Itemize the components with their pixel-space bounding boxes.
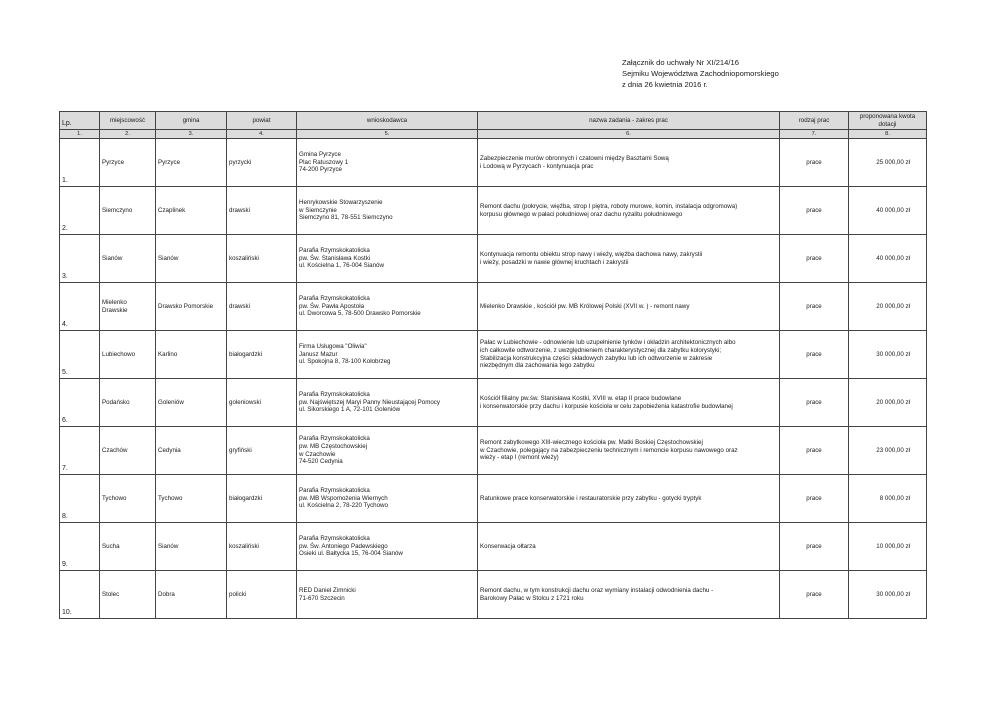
cell-wnioskodawca (297, 331, 478, 379)
cell-powiat: gryfiński (227, 427, 297, 475)
document-header (622, 57, 779, 90)
cell-zadanie-line: i wieży, posadzki w nawie głównej kruchtach i zakrystii (480, 258, 629, 266)
cell-rodzaj: prace (780, 283, 849, 331)
cell-wnioskodawca-line: 74-520 Cedynia (299, 458, 343, 466)
cell-gmina: Sianów (156, 523, 227, 571)
cell-wnioskodawca-line: ul. Sikorskiego 1 A, 72-101 Goleniów (299, 406, 401, 414)
cell-rodzaj: prace (780, 379, 849, 427)
cell-kwota: 40 000,00 zł (849, 187, 927, 235)
cell-gmina: Sianów (156, 235, 227, 283)
cell-wnioskodawca-line: Plac Ratuszowy 1 (299, 158, 349, 166)
table-row (60, 235, 927, 283)
col-header-zadanie: nazwa zadania - zakres prac (478, 112, 780, 130)
cell-wnioskodawca-line: pw. Św. Pawła Apostoła (299, 302, 365, 310)
cell-zadanie-line: Remont zabytkowego XIII-wiecznego kościoła pw. Matki Boskiej Częstochowskiej (480, 439, 703, 447)
cell-kwota: 25 000,00 zł (849, 139, 927, 187)
cell-zadanie (478, 379, 780, 427)
column-number: 5. (297, 130, 478, 139)
cell-wnioskodawca-line: ul. Spokojna 8, 78-100 Kołobrzeg (299, 358, 391, 366)
cell-wnioskodawca (297, 139, 478, 187)
cell-zadanie-line: w Czachowie, polegający na zabezpieczeniu technicznym i remoncie korpusu nawowego oraz (480, 446, 738, 454)
header-line-1: Załącznik do uchwały Nr XI/214/16 (622, 58, 739, 67)
col-header-kwota-line1: proponowana kwota (859, 112, 916, 120)
table-row (60, 187, 927, 235)
cell-wnioskodawca-line: 71-670 Szczecin (299, 594, 345, 602)
cell-wnioskodawca-line: Parafia Rzymskokatolicka (299, 391, 370, 399)
cell-kwota: 40 000,00 zł (849, 235, 927, 283)
header-line-2: Sejmiku Województwa Zachodniopomorskiego (622, 69, 779, 78)
cell-lp: 2. (60, 187, 100, 235)
cell-wnioskodawca-line: ul. Kościelna 1, 76-004 Sianów (299, 262, 384, 270)
cell-zadanie (478, 475, 780, 523)
cell-zadanie (478, 331, 780, 379)
cell-gmina: Tychowo (156, 475, 227, 523)
cell-kwota: 20 000,00 zł (849, 283, 927, 331)
cell-wnioskodawca-line: Parafia Rzymskokatolicka (299, 295, 370, 303)
cell-lp: 1. (60, 139, 100, 187)
cell-wnioskodawca (297, 379, 478, 427)
cell-wnioskodawca-line: Parafia Rzymskokatolicka (299, 487, 370, 495)
cell-lp: 8. (60, 475, 100, 523)
cell-rodzaj: prace (780, 475, 849, 523)
table-row (60, 331, 927, 379)
cell-zadanie-line: ich całkowite odtworzenie, z uwzględnieniem charakterystycznej dla zabytku kolorystyki; (480, 346, 722, 354)
cell-lp: 5. (60, 331, 100, 379)
cell-rodzaj: prace (780, 523, 849, 571)
cell-powiat: drawski (227, 187, 297, 235)
cell-wnioskodawca-line: pw. Św. Antoniego Padewskiego (299, 542, 388, 550)
cell-gmina: Czaplinek (156, 187, 227, 235)
cell-miejscowosc (100, 139, 156, 187)
cell-zadanie-line: Ratunkowe prace konserwatorskie i restauratorskie przy zabytku - gotycki tryptyk (480, 494, 702, 502)
cell-wnioskodawca-line: w Siemczynie (299, 206, 337, 214)
col-header-lp: Lp. (60, 112, 100, 130)
table-row (60, 523, 927, 571)
cell-wnioskodawca-line: Parafia Rzymskokatolicka (299, 435, 370, 443)
table-row (60, 379, 927, 427)
cell-miejscowosc (100, 475, 156, 523)
cell-wnioskodawca-line: Parafia Rzymskokatolicka (299, 247, 370, 255)
cell-zadanie-line: korpusu głównego w pałaci południowej oraz dachu ryzalitu południowego (480, 210, 683, 218)
cell-rodzaj: prace (780, 139, 849, 187)
cell-zadanie-line: Pałac w Lubiechowie - odnowienie lub uzupełnienie tynków i okładzin architektonicznych albo (480, 339, 736, 347)
cell-wnioskodawca-line: pw. MB Wspomożenia Wiernych (299, 494, 388, 502)
column-number: 3. (156, 130, 227, 139)
cell-miejscowosc (100, 571, 156, 619)
cell-miejscowosc (100, 235, 156, 283)
cell-zadanie-line: wieży - etap I (remont wieży) (480, 454, 559, 462)
cell-kwota: 20 000,00 zł (849, 379, 927, 427)
cell-zadanie (478, 235, 780, 283)
cell-zadanie-line: Konserwacja ołtarza (480, 542, 536, 550)
table-row (60, 139, 927, 187)
cell-zadanie-line: Stabilizacja konstrukcyjna części składowych zabytku lub ich odtworzenie w zakresie (480, 354, 713, 362)
cell-wnioskodawca-line: pw. MB Częstochowskiej (299, 442, 368, 450)
col-header-kwota-line2: dotacji (878, 120, 897, 128)
cell-miejscowosc-line: Czachów (102, 446, 128, 454)
cell-zadanie-line: Kościół filialny pw.św. Stanisława Kostki, XVIII w. etap II prace budowlane (480, 394, 682, 402)
cell-lp: 4. (60, 283, 100, 331)
table-row (60, 475, 927, 523)
table-row (60, 427, 927, 475)
cell-zadanie-line: Mielenko Drawskie , kościół pw. MB Królowej Polski (XVII w. ) - remont nawy (480, 302, 690, 310)
cell-zadanie-line: Barokowy Pałac w Stolcu z 1721 roku (480, 594, 584, 602)
cell-wnioskodawca (297, 187, 478, 235)
cell-gmina: Drawsko Pomorskie (156, 283, 227, 331)
cell-zadanie-line: i konserwatorskie przy dachu i korpusie kościoła w celu zapobieżenia katastrofie budowlanej (480, 402, 733, 410)
cell-miejscowosc-line: Mielenko (102, 298, 127, 306)
cell-zadanie (478, 571, 780, 619)
cell-wnioskodawca-line: Firma Usługowa "Oliwia" (299, 343, 367, 351)
cell-zadanie-line: Kontynuacja remontu obiektu strop nawy i wieży, więźba dachowa nawy, zakrystii (480, 250, 703, 258)
cell-miejscowosc (100, 523, 156, 571)
col-header-gmina: gmina (156, 112, 227, 130)
cell-wnioskodawca (297, 283, 478, 331)
cell-wnioskodawca-line: Parafia Rzymskokatolicka (299, 535, 370, 543)
cell-wnioskodawca-line: pw. Najświętszej Maryi Panny Nieustającej Pomocy (299, 398, 440, 406)
cell-rodzaj: prace (780, 571, 849, 619)
cell-miejscowosc (100, 187, 156, 235)
cell-zadanie-line: Remont dachu (pokrycie, więźba, strop I piętra, roboty murowe, komin, instalacja odgromowa) (480, 202, 738, 210)
cell-zadanie-line: Remont dachu, w tym konstrukcji dachu oraz wymiany instalacji odwodnienia dachu - (480, 586, 714, 594)
cell-wnioskodawca-line: w Czachowie (299, 450, 336, 458)
cell-powiat: policki (227, 571, 297, 619)
cell-powiat: białogardzki (227, 475, 297, 523)
cell-powiat: białogardzki (227, 331, 297, 379)
column-number: 8. (849, 130, 927, 139)
cell-wnioskodawca (297, 523, 478, 571)
col-header-miejscowosc: miejscowość (100, 112, 156, 130)
cell-kwota: 30 000,00 zł (849, 571, 927, 619)
cell-gmina: Dobra (156, 571, 227, 619)
table-row (60, 283, 927, 331)
col-header-powiat: powiat (227, 112, 297, 130)
cell-gmina: Pyrzyce (156, 139, 227, 187)
cell-miejscowosc (100, 283, 156, 331)
cell-lp: 7. (60, 427, 100, 475)
cell-miejscowosc-line: Pyrzyce (102, 158, 125, 166)
cell-miejscowosc-line: Siemczyno (102, 206, 133, 214)
cell-zadanie-line: niezbędnym dla zachowania tego zabytku (480, 362, 595, 370)
cell-rodzaj: prace (780, 427, 849, 475)
cell-wnioskodawca (297, 571, 478, 619)
cell-wnioskodawca (297, 475, 478, 523)
cell-powiat: goleniowski (227, 379, 297, 427)
cell-kwota: 10 000,00 zł (849, 523, 927, 571)
cell-miejscowosc-line: Lubiechowo (102, 350, 136, 358)
cell-wnioskodawca-line: RED Daniel Zimnicki (299, 586, 356, 594)
col-header-rodzaj: rodzaj prac (780, 112, 849, 130)
header-line-3: z dnia 26 kwietnia 2016 r. (622, 80, 708, 89)
cell-wnioskodawca (297, 235, 478, 283)
cell-wnioskodawca-line: ul. Kościelna 2, 78-220 Tychowo (299, 502, 388, 510)
cell-gmina: Goleniów (156, 379, 227, 427)
cell-gmina: Karlino (156, 331, 227, 379)
cell-zadanie (478, 523, 780, 571)
cell-kwota: 23 000,00 zł (849, 427, 927, 475)
column-number: 7. (780, 130, 849, 139)
cell-zadanie (478, 139, 780, 187)
cell-rodzaj: prace (780, 235, 849, 283)
cell-wnioskodawca-line: Henrykowskie Stowarzyszenie (299, 199, 383, 207)
cell-wnioskodawca-line: Gmina Pyrzyce (299, 151, 341, 159)
col-header-kwota (849, 112, 927, 130)
cell-zadanie (478, 187, 780, 235)
table-body (60, 139, 927, 619)
cell-lp: 6. (60, 379, 100, 427)
cell-miejscowosc (100, 379, 156, 427)
cell-powiat: pyrzycki (227, 139, 297, 187)
cell-zadanie-line: i Lodową w Pyrzycach - kontynuacja prac (480, 162, 594, 170)
cell-powiat: koszaliński (227, 235, 297, 283)
cell-kwota: 30 000,00 zł (849, 331, 927, 379)
table-header-row (60, 112, 927, 130)
cell-zadanie-line: Zabezpieczenie murów obronnych i czatowni między Basztami Sową (480, 154, 669, 162)
column-number: 1. (60, 130, 100, 139)
cell-kwota: 8 000,00 zł (849, 475, 927, 523)
column-number: 2. (100, 130, 156, 139)
cell-rodzaj: prace (780, 331, 849, 379)
cell-wnioskodawca-line: pw. Św. Stanisława Kostki (299, 254, 371, 262)
cell-miejscowosc-line: Sianów (102, 254, 123, 262)
cell-miejscowosc-line: Drawskie (102, 306, 128, 314)
cell-lp: 9. (60, 523, 100, 571)
cell-wnioskodawca-line: Osieki ul. Bałtycka 15, 76-004 Sianów (299, 550, 403, 558)
cell-zadanie (478, 283, 780, 331)
cell-miejscowosc-line: Stolec (102, 590, 120, 598)
column-number: 6. (478, 130, 780, 139)
cell-powiat: koszaliński (227, 523, 297, 571)
cell-zadanie (478, 427, 780, 475)
cell-miejscowosc-line: Tychowo (102, 494, 127, 502)
cell-wnioskodawca-line: 74-200 Pyrzyce (299, 166, 342, 174)
column-number-row (60, 130, 927, 139)
column-number: 4. (227, 130, 297, 139)
cell-lp: 10. (60, 571, 100, 619)
cell-lp: 3. (60, 235, 100, 283)
cell-miejscowosc-line: Podańsko (102, 398, 130, 406)
cell-miejscowosc (100, 427, 156, 475)
cell-wnioskodawca (297, 427, 478, 475)
cell-gmina: Cedynia (156, 427, 227, 475)
cell-powiat: drawski (227, 283, 297, 331)
col-header-wnioskodawca: wnioskodawca (297, 112, 478, 130)
cell-wnioskodawca-line: Siemczyno 81, 78-551 Siemczyno (299, 214, 393, 222)
grants-table (59, 111, 927, 619)
cell-wnioskodawca-line: ul. Dworcowa 5, 78-500 Drawsko Pomorskie (299, 310, 421, 318)
cell-rodzaj: prace (780, 187, 849, 235)
cell-miejscowosc (100, 331, 156, 379)
cell-wnioskodawca-line: Janusz Mazur (299, 350, 338, 358)
cell-miejscowosc-line: Sucha (102, 542, 120, 550)
table-row (60, 571, 927, 619)
